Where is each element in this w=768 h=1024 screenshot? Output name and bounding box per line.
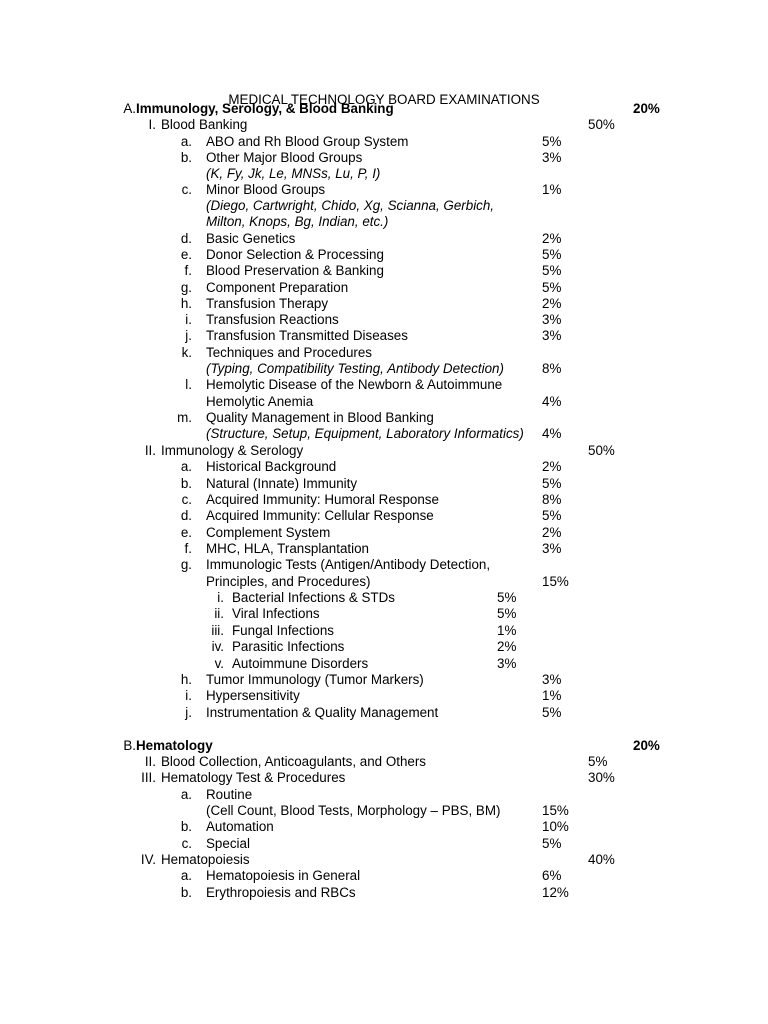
percentage-weight: 5%	[497, 590, 517, 605]
outline-item-text: Hematopoiesis in General	[206, 868, 361, 883]
outline-marker: h.	[180, 296, 192, 311]
percentage-weight: 30%	[588, 770, 615, 785]
outline-item-text: Natural (Innate) Immunity	[206, 476, 358, 491]
outline-marker: j.	[185, 328, 192, 343]
outline-item-text: Hemolytic Disease of the Newborn & Autoimmune	[206, 377, 503, 392]
outline-item-text: Acquired Immunity: Cellular Response	[206, 508, 434, 523]
percentage-weight: 2%	[542, 231, 562, 246]
outline-marker: d.	[180, 231, 192, 246]
outline-item-text: Erythropoiesis and RBCs	[206, 885, 356, 900]
outline-item-text: Donor Selection & Processing	[206, 247, 384, 262]
outline-item-text: Immunologic Tests (Antigen/Antibody Detection,	[206, 557, 491, 572]
outline-marker: III.	[141, 770, 156, 785]
outline-marker: m.	[177, 410, 192, 425]
outline-marker: A.	[123, 101, 136, 116]
outline-marker: e.	[180, 247, 192, 262]
outline-item-text: Milton, Knops, Bg, Indian, etc.)	[206, 214, 389, 229]
outline-marker: i.	[185, 688, 192, 703]
percentage-weight: 20%	[633, 738, 660, 753]
percentage-weight: 8%	[542, 492, 562, 507]
outline-item-text: Other Major Blood Groups	[206, 150, 363, 165]
outline-item-text: Transfusion Transmitted Diseases	[206, 328, 408, 343]
percentage-weight: 5%	[542, 263, 562, 278]
outline-item-text: (K, Fy, Jk, Le, MNSs, Lu, P, I)	[206, 166, 381, 181]
outline-marker: v.	[214, 656, 224, 671]
percentage-weight: 3%	[542, 672, 562, 687]
outline-marker: b.	[180, 150, 192, 165]
outline-item-text: ABO and Rh Blood Group System	[206, 134, 409, 149]
outline-item-text: Historical Background	[206, 459, 337, 474]
outline-marker: k.	[181, 345, 192, 360]
percentage-weight: 50%	[588, 443, 615, 458]
outline-marker: f.	[184, 263, 192, 278]
percentage-weight: 3%	[542, 328, 562, 343]
outline-item-text: Acquired Immunity: Humoral Response	[206, 492, 439, 507]
outline-marker: i.	[217, 590, 224, 605]
percentage-weight: 5%	[542, 280, 562, 295]
percentage-weight: 5%	[542, 134, 562, 149]
page-title: MEDICAL TECHNOLOGY BOARD EXAMINATIONS	[228, 92, 540, 107]
outline-item-text: Basic Genetics	[206, 231, 296, 246]
outline-item-text: Techniques and Procedures	[206, 345, 373, 360]
outline-marker: f.	[184, 541, 192, 556]
percentage-weight: 5%	[542, 247, 562, 262]
percentage-weight: 5%	[542, 836, 562, 851]
percentage-weight: 2%	[542, 296, 562, 311]
percentage-weight: 40%	[588, 852, 615, 867]
outline-marker: c.	[181, 182, 192, 197]
outline-item-text: Special	[206, 836, 250, 851]
outline-item-text: Autoimmune Disorders	[232, 656, 369, 671]
outline-marker: h.	[180, 672, 192, 687]
outline-item-text: Fungal Infections	[232, 623, 334, 638]
outline-item-text: (Cell Count, Blood Tests, Morphology – PBS, BM)	[206, 803, 501, 818]
outline-marker: c.	[181, 836, 192, 851]
outline-item-text: Viral Infections	[232, 606, 320, 621]
percentage-weight: 4%	[542, 394, 562, 409]
percentage-weight: 3%	[542, 150, 562, 165]
percentage-weight: 5%	[588, 754, 608, 769]
percentage-weight: 3%	[542, 541, 562, 556]
percentage-weight: 6%	[542, 868, 562, 883]
outline-marker: I.	[148, 117, 156, 132]
percentage-weight: 5%	[542, 508, 562, 523]
outline-marker: g.	[180, 280, 192, 295]
percentage-weight: 10%	[542, 819, 569, 834]
percentage-weight: 15%	[542, 803, 569, 818]
outline-item-text: Component Preparation	[206, 280, 349, 295]
outline-item-text: Blood Preservation & Banking	[206, 263, 384, 278]
outline-marker: d.	[180, 508, 192, 523]
outline-marker: II.	[144, 754, 156, 769]
percentage-weight: 1%	[542, 688, 562, 703]
percentage-weight: 8%	[542, 361, 562, 376]
outline-marker: i.	[185, 312, 192, 327]
outline-item-text: Principles, and Procedures)	[206, 574, 371, 589]
outline-item-text: Transfusion Reactions	[206, 312, 339, 327]
outline-item-text: Transfusion Therapy	[206, 296, 329, 311]
outline-marker: B.	[123, 738, 136, 753]
outline-marker: g.	[180, 557, 192, 572]
percentage-weight: 2%	[542, 525, 562, 540]
outline-item-text: (Structure, Setup, Equipment, Laboratory Informatics)	[206, 426, 524, 441]
outline-item-text: Minor Blood Groups	[206, 182, 326, 197]
outline-marker: ii.	[214, 606, 224, 621]
outline-item-text: Immunology, Serology, & Blood Banking	[136, 101, 394, 116]
outline-item-text: Complement System	[206, 525, 331, 540]
outline-marker: l.	[185, 377, 192, 392]
percentage-weight: 1%	[497, 623, 517, 638]
outline-marker: a.	[180, 787, 192, 802]
outline-marker: b.	[180, 819, 192, 834]
outline-item-text: Tumor Immunology (Tumor Markers)	[206, 672, 424, 687]
outline-marker: b.	[180, 476, 192, 491]
outline-item-text: Hypersensitivity	[206, 688, 300, 703]
outline-marker: iv.	[211, 639, 224, 654]
outline-item-text: Automation	[206, 819, 274, 834]
outline-item-text: Immunology & Serology	[161, 443, 304, 458]
outline-item-text: (Typing, Compatibility Testing, Antibody Detection)	[206, 361, 504, 376]
percentage-weight: 1%	[542, 182, 562, 197]
percentage-weight: 50%	[588, 117, 615, 132]
outline-item-text: Hematopoiesis	[161, 852, 250, 867]
percentage-weight: 3%	[497, 656, 517, 671]
outline-item-text: Quality Management in Blood Banking	[206, 410, 434, 425]
outline-marker: II.	[144, 443, 156, 458]
percentage-weight: 3%	[542, 312, 562, 327]
outline-marker: j.	[185, 705, 192, 720]
outline-item-text: Hematology Test & Procedures	[161, 770, 346, 785]
outline-marker: a.	[180, 459, 192, 474]
percentage-weight: 4%	[542, 426, 562, 441]
outline-marker: IV.	[140, 852, 156, 867]
outline-item-text: Routine	[206, 787, 253, 802]
percentage-weight: 12%	[542, 885, 569, 900]
outline-item-text: Parasitic Infections	[232, 639, 345, 654]
percentage-weight: 5%	[497, 606, 517, 621]
percentage-weight: 5%	[542, 476, 562, 491]
outline-item-text: Bacterial Infections & STDs	[232, 590, 395, 605]
outline-item-text: Blood Banking	[161, 117, 248, 132]
outline-marker: a.	[180, 868, 192, 883]
outline-marker: a.	[180, 134, 192, 149]
percentage-weight: 20%	[633, 101, 660, 116]
percentage-weight: 2%	[542, 459, 562, 474]
outline-item-text: MHC, HLA, Transplantation	[206, 541, 369, 556]
percentage-weight: 5%	[542, 705, 562, 720]
outline-marker: c.	[181, 492, 192, 507]
outline-item-text: (Diego, Cartwright, Chido, Xg, Scianna, Gerbich,	[206, 198, 495, 213]
outline-item-text: Hematology	[136, 738, 213, 753]
outline-item-text: Blood Collection, Anticoagulants, and Others	[161, 754, 427, 769]
percentage-weight: 2%	[497, 639, 517, 654]
outline-marker: b.	[180, 885, 192, 900]
outline-item-text: Hemolytic Anemia	[206, 394, 314, 409]
outline-marker: iii.	[211, 623, 224, 638]
outline-item-text: Instrumentation & Quality Management	[206, 705, 439, 720]
percentage-weight: 15%	[542, 574, 569, 589]
outline-marker: e.	[180, 525, 192, 540]
